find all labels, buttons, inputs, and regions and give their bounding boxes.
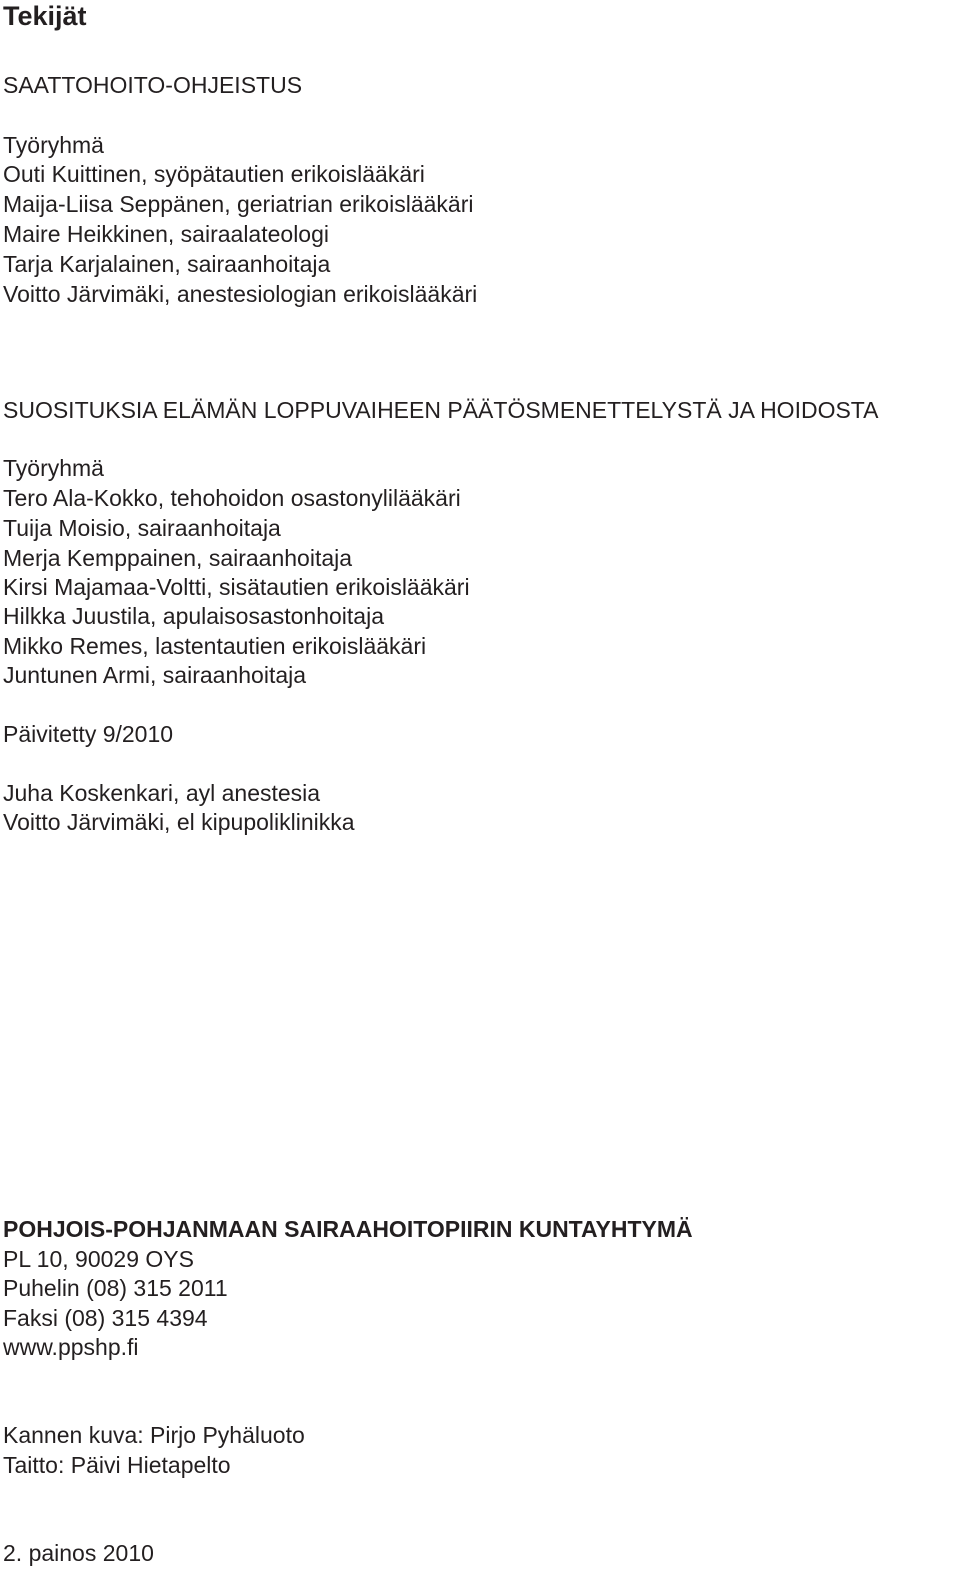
cover-photo-credit: Kannen kuva: Pirjo Pyhäluoto [3,1422,305,1448]
publisher-phone: Puhelin (08) 315 2011 [3,1275,228,1301]
section2-heading: SUOSITUKSIA ELÄMÄN LOPPUVAIHEEN PÄÄTÖSMENETTELYSTÄ JA HOIDOSTA [3,397,879,423]
section1-member: Maire Heikkinen, sairaalateologi [3,221,329,247]
section2-member: Tuija Moisio, sairaanhoitaja [3,515,281,541]
section2-group-label: Työryhmä [3,455,104,481]
section1-group-label: Työryhmä [3,132,104,158]
section2-member: Tero Ala-Kokko, tehohoidon osastonylilääkäri [3,485,461,511]
publisher-website: www.ppshp.fi [3,1334,139,1360]
section2-member: Juntunen Armi, sairaanhoitaja [3,662,307,688]
section2-member: Hilkka Juustila, apulaisosastonhoitaja [3,603,384,629]
updater: Voitto Järvimäki, el kipupoliklinikka [3,809,355,835]
layout-credit: Taitto: Päivi Hietapelto [3,1452,231,1478]
edition: 2. painos 2010 [3,1540,154,1566]
updated-date: Päivitetty 9/2010 [3,721,174,747]
section1-heading: SAATTOHOITO-OHJEISTUS [3,72,303,98]
section1-member: Voitto Järvimäki, anestesiologian erikoislääkäri [3,281,478,307]
publisher-name: POHJOIS-POHJANMAAN SAIRAAHOITOPIIRIN KUNTAYHTYMÄ [3,1216,693,1242]
section2-member: Kirsi Majamaa-Voltti, sisätautien erikoislääkäri [3,574,470,600]
publisher-address: PL 10, 90029 OYS [3,1246,194,1272]
section1-member: Maija-Liisa Seppänen, geriatrian erikoislääkäri [3,191,474,217]
section1-member: Tarja Karjalainen, sairaanhoitaja [3,251,331,277]
page-title: Tekijät [3,1,87,31]
updater: Juha Koskenkari, ayl anestesia [3,780,321,806]
publisher-fax: Faksi (08) 315 4394 [3,1305,208,1331]
section2-member: Mikko Remes, lastentautien erikoislääkäri [3,633,427,659]
section2-member: Merja Kemppainen, sairaanhoitaja [3,545,353,571]
section1-member: Outi Kuittinen, syöpätautien erikoislääkäri [3,161,425,187]
